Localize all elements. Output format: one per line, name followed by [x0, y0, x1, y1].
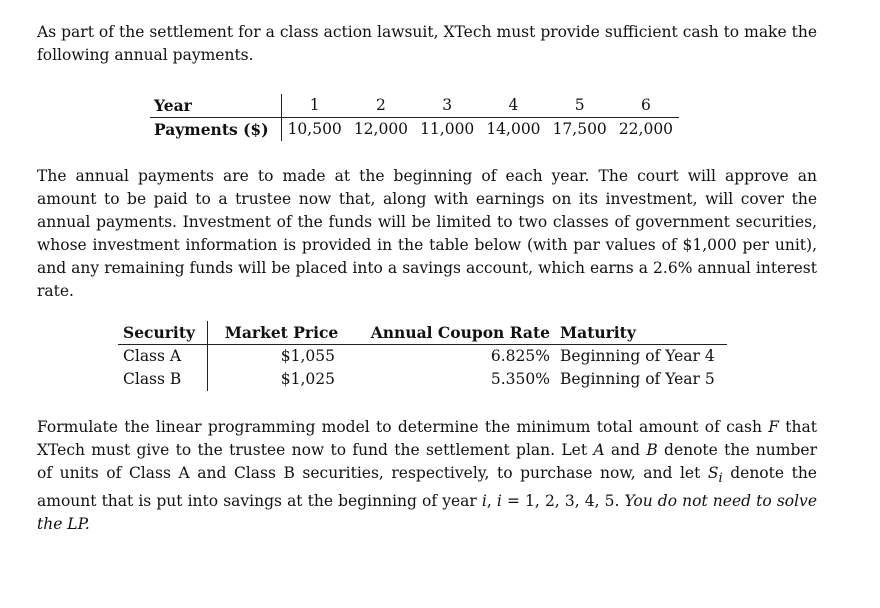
- description-paragraph: [37, 165, 817, 303]
- variable-b: B: [646, 441, 658, 459]
- formulation-text: = 1, 2, 3, 4, 5.: [501, 492, 625, 511]
- formulation-line-1: [37, 416, 817, 439]
- intro-line-2: following annual payments.: [37, 46, 254, 64]
- formulation-text: amount that is put into savings at the beginning of year: [37, 492, 482, 511]
- payments-header: Payments ($): [150, 118, 281, 142]
- variable-i: i: [496, 492, 502, 511]
- table-row: [118, 345, 727, 369]
- description-line-5: and any remaining funds will be placed into a savings account, which earns a 2.6% annual interest: [37, 259, 817, 277]
- payments-row: [150, 118, 679, 142]
- formulation-text: and: [604, 441, 647, 459]
- year-cell: 4: [480, 94, 546, 118]
- annual-coupon-rate-cell: 5.350%: [490, 370, 550, 388]
- year-cell: 2: [348, 94, 414, 118]
- intro-paragraph: [37, 21, 817, 67]
- formulation-text: of units of Class A and Class B securities, respectively, to purchase now, and let: [37, 464, 708, 482]
- year-cell: 5: [547, 94, 613, 118]
- year-cell: 1: [281, 94, 348, 118]
- description-line-3: annual payments. Investment of the funds will be limited to two classes of government securities,: [37, 213, 817, 231]
- note-text: the LP.: [37, 515, 90, 534]
- maturity-cell: Beginning of Year 4: [560, 347, 715, 365]
- formulation-text: ,: [486, 492, 497, 511]
- variable-a: A: [593, 441, 605, 459]
- formulation-text: that: [779, 418, 817, 436]
- year-header: Year: [150, 94, 281, 118]
- payment-cell: 12,000: [353, 120, 409, 138]
- table-row: [118, 368, 727, 391]
- annual-coupon-rate-cell: 6.825%: [490, 347, 550, 365]
- year-row: [150, 94, 679, 118]
- market-price-cell: $1,025: [280, 370, 335, 388]
- note-text: You do not need to solve: [624, 492, 817, 511]
- securities-table: [118, 321, 727, 391]
- year-cell: 6: [613, 94, 679, 118]
- security-cell: Class A: [118, 345, 208, 369]
- payments-table: [150, 94, 679, 141]
- description-line-2: amount to be paid to a trustee now that, along with earnings on its investment, will cover the: [37, 190, 817, 208]
- market-price-column-header: Market Price: [208, 321, 356, 345]
- security-cell: Class B: [118, 368, 208, 391]
- description-line-1: The annual payments are to made at the beginning of each year. The court will approve an: [37, 167, 817, 185]
- intro-line-1: As part of the settlement for a class action lawsuit, XTech must provide sufficient cash to make the: [37, 23, 817, 41]
- maturity-column-header: Maturity: [555, 321, 727, 345]
- description-line-6: rate.: [37, 282, 74, 300]
- formulation-paragraph: [37, 416, 817, 536]
- variable-f: F: [768, 418, 780, 436]
- description-line-4: whose investment information is provided in the table below (with par values of $1,000 per unit),: [37, 236, 817, 254]
- variable-i: i: [481, 492, 487, 511]
- payment-cell: 14,000: [486, 120, 541, 138]
- year-cell: 3: [414, 94, 480, 118]
- formulation-text: XTech must give to the trustee now to fund the settlement plan. Let: [37, 441, 594, 459]
- formulation-line-4: [37, 490, 817, 513]
- formulation-line-3: [37, 462, 817, 490]
- maturity-cell: Beginning of Year 5: [560, 370, 715, 388]
- formulation-text: denote the: [722, 464, 817, 482]
- security-column-header: Security: [118, 321, 208, 345]
- market-price-cell: $1,055: [280, 347, 335, 365]
- formulation-text: Formulate the linear programming model to determine the minimum total amount of cash: [37, 418, 769, 436]
- payment-cell: 22,000: [618, 120, 674, 138]
- securities-header-row: [118, 321, 727, 345]
- formulation-line-5: [37, 513, 817, 536]
- variable-s: S: [707, 464, 719, 482]
- annual-coupon-rate-column-header: Annual Coupon Rate: [355, 321, 555, 345]
- formulation-text: denote the number: [657, 441, 817, 459]
- payment-cell: 17,500: [552, 120, 607, 138]
- variable-s-subscript: i: [718, 471, 723, 487]
- payment-cell: 10,500: [287, 120, 342, 138]
- formulation-line-2: [37, 439, 817, 462]
- payment-cell: 11,000: [420, 120, 475, 138]
